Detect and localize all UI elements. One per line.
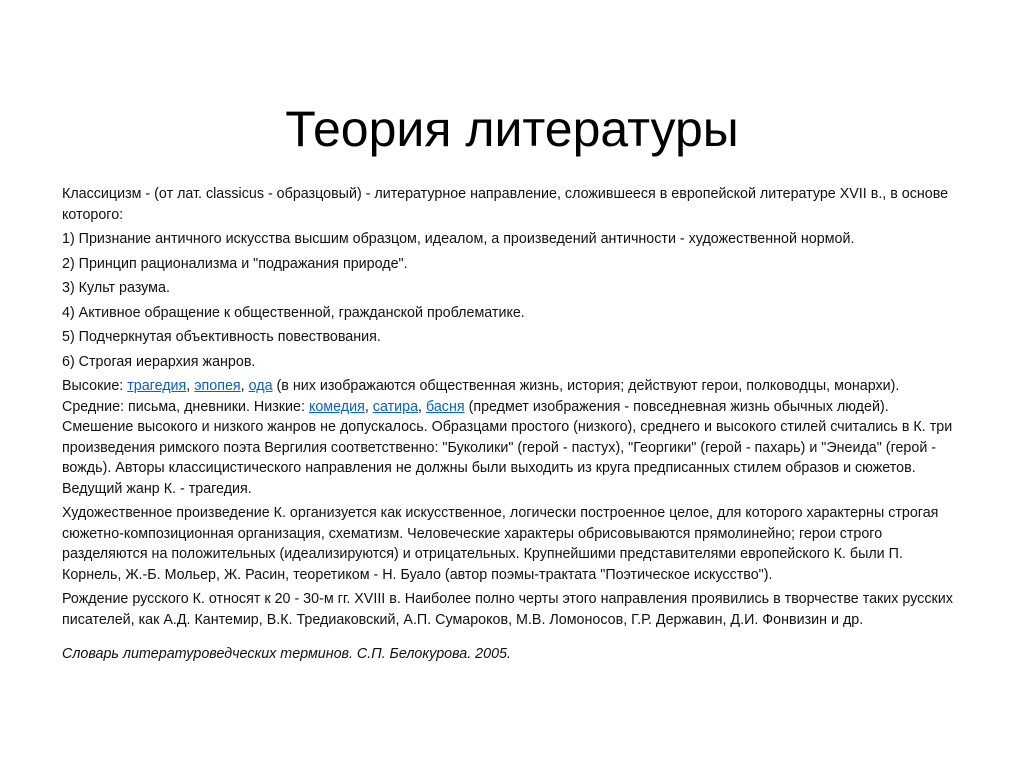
link-fable[interactable]: басня (425, 398, 465, 415)
genres-paragraph: Высокие: трагедия, эпопея, ода (в них изображаются общественная жизнь, история; действуют герои, полководцы, монархи). Средние: письма, дневники. Низкие: комедия, сатира, басня (предмет изображения - повседневная жизнь обычных людей). Смешение высокого и низкого жанров не допускалось. Образцами простого (низкого), среднего и высокого стилей считались в К. три произведения римского поэта Вергилия соответственно: "Буколики" (герой - пастух), "Георгики" (герой - пахарь) и "Энеида" (герой - вождь). Авторы классицистического направления не должны были выходить из круга предписанных стилем образов и сюжетов. Ведущий жанр К. - трагедия. (62, 378, 953, 497)
link-tragedy[interactable]: трагедия (127, 378, 187, 394)
link-ode[interactable]: ода (248, 378, 273, 394)
list-item: 6) Строгая иерархия жанров. (62, 353, 256, 370)
intro-paragraph: Классицизм - (от лат. classicus - образцовый) - литературное направление, сложившееся в европейской литературе XVII в., в основе которого: (62, 186, 949, 223)
list-item: 4) Активное обращение к общественной, гражданской проблематике. (62, 304, 525, 321)
slide-title: Теория литературы (285, 100, 739, 157)
art-paragraph: Художественное произведение К. организуется как искусственное, логически построенное целое, для которого характерны строгая сюжетно-композиционная организация, схематизм. Человеческие характеры обрисовываются прямолинейно; герои строго разделяются на положительных (идеализируются) и отрицательных. Крупнейшими представителями европейского К. были П. Корнель, Ж.-Б. Мольер, Ж. Расин, теоретиком - Н. Буало (автор поэмы-трактата "Поэтическое искусство"). (62, 505, 939, 583)
link-comedy[interactable]: комедия (308, 398, 365, 415)
list-item: 2) Принцип рационализма и "подражания природе". (62, 255, 408, 272)
slide-body (62, 184, 962, 669)
high-genres-text: (в них изображаются общественная жизнь, история; действуют герои, полководцы, монархи). Средние: письма, дневники. Низкие: (62, 378, 900, 415)
source-citation: Словарь литературоведческих терминов. С.П. Белокурова. 2005. (62, 646, 511, 662)
list-item: 1) Признание античного искусства высшим образцом, идеалом, а произведений античности - художественной нормой. (62, 231, 855, 247)
russian-classicism-paragraph: Рождение русского К. относят к 20 - 30-м гг. XVIII в. Наиболее полно черты этого направления проявились в творчестве таких русских писателей, как А.Д. Кантемир, В.К. Тредиаковский, А.П. Сумароков, М.В. Ломоносов, Г.Р. Державин, Д.И. Фонвизин и др. (62, 591, 953, 628)
low-genres-text: (предмет изображения - повседневная жизнь обычных людей). Смешение высокого и низкого жанров не допускалось. Образцами простого (низкого), среднего и высокого стилей считались в К. три произведения римского поэта Вергилия соответственно: "Буколики" (герой - пастух), "Георгики" (герой - пахарь) и "Энеида" (герой - вождь). Авторы классицистического направления не должны были выходить из круга предписанных стилем образов и сюжетов. Ведущий жанр К. - трагедия. (62, 398, 953, 497)
link-satire[interactable]: сатира (372, 398, 419, 415)
link-epopee[interactable]: эпопея (194, 378, 241, 394)
list-item: 3) Культ разума. (62, 280, 170, 296)
high-genres-label: Высокие: (62, 378, 128, 394)
list-item: 5) Подчеркнутая объективность повествования. (62, 329, 381, 345)
